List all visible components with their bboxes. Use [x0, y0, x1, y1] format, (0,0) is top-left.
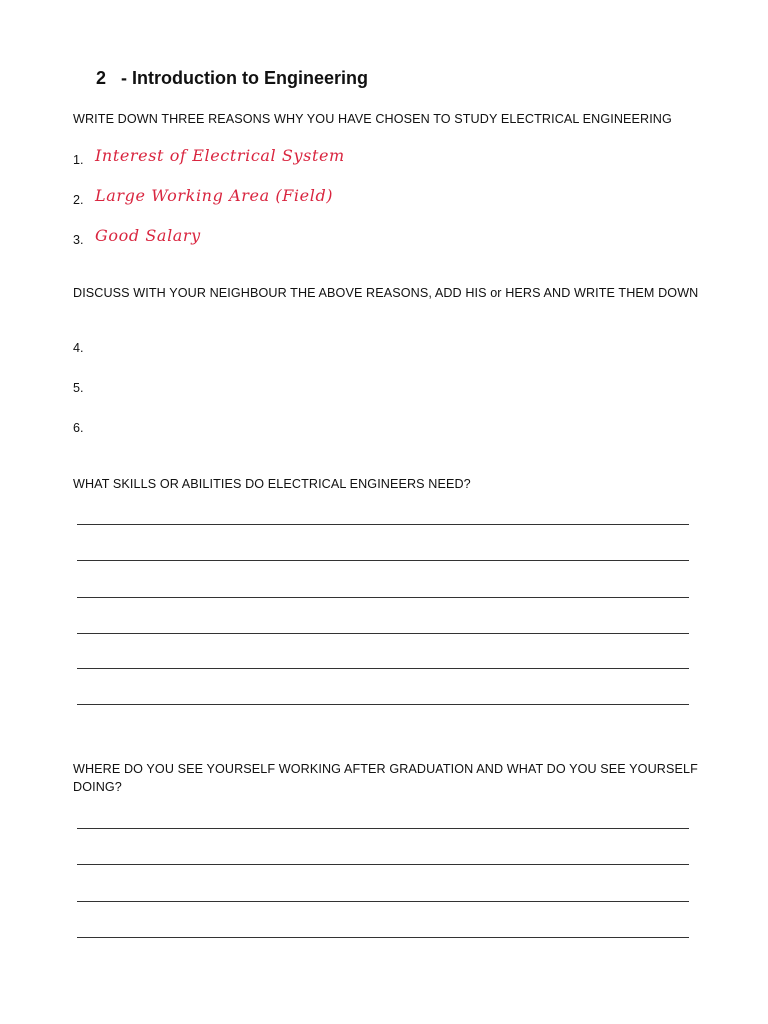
question-career-prompt: WHERE DO YOU SEE YOURSELF WORKING AFTER GRADUATION AND WHAT DO YOU SEE YOURSELF DOING? — [73, 762, 698, 794]
handwritten-answer: Interest of Electrical System — [95, 146, 345, 165]
neighbour-item-5 — [73, 366, 95, 396]
item-number: 6. — [73, 421, 84, 435]
answer-line[interactable] — [77, 828, 689, 829]
question-reasons-prompt: WRITE DOWN THREE REASONS WHY YOU HAVE CHOSEN TO STUDY ELECTRICAL ENGINEERING — [73, 112, 672, 126]
answer-line[interactable] — [77, 560, 689, 561]
question-skills-prompt: WHAT SKILLS OR ABILITIES DO ELECTRICAL ENGINEERS NEED? — [73, 477, 471, 491]
answer-line[interactable] — [77, 937, 689, 938]
item-number: 1. — [73, 153, 84, 167]
answer-line[interactable] — [77, 864, 689, 865]
item-number: 3. — [73, 233, 84, 247]
reason-item-2 — [73, 178, 333, 208]
neighbour-item-6 — [73, 406, 95, 436]
neighbour-item-4 — [73, 326, 95, 356]
answer-line[interactable] — [77, 524, 689, 525]
answer-line[interactable] — [77, 597, 689, 598]
section-title: - Introduction to Engineering — [121, 68, 369, 88]
handwritten-answer: Good Salary — [95, 226, 201, 245]
handwritten-answer: Large Working Area (Field) — [95, 186, 334, 205]
section-heading — [96, 68, 368, 89]
item-number: 2. — [73, 193, 84, 207]
item-number: 4. — [73, 341, 84, 355]
answer-line[interactable] — [77, 633, 689, 634]
reason-item-3 — [73, 218, 201, 248]
reason-item-1 — [73, 138, 345, 168]
answer-line[interactable] — [77, 668, 689, 669]
item-number: 5. — [73, 381, 84, 395]
section-number: 2 — [96, 68, 107, 88]
answer-line[interactable] — [77, 901, 689, 902]
answer-line[interactable] — [77, 704, 689, 705]
question-neighbour-prompt: DISCUSS WITH YOUR NEIGHBOUR THE ABOVE REASONS, ADD HIS or HERS AND WRITE THEM DOWN — [73, 286, 699, 300]
